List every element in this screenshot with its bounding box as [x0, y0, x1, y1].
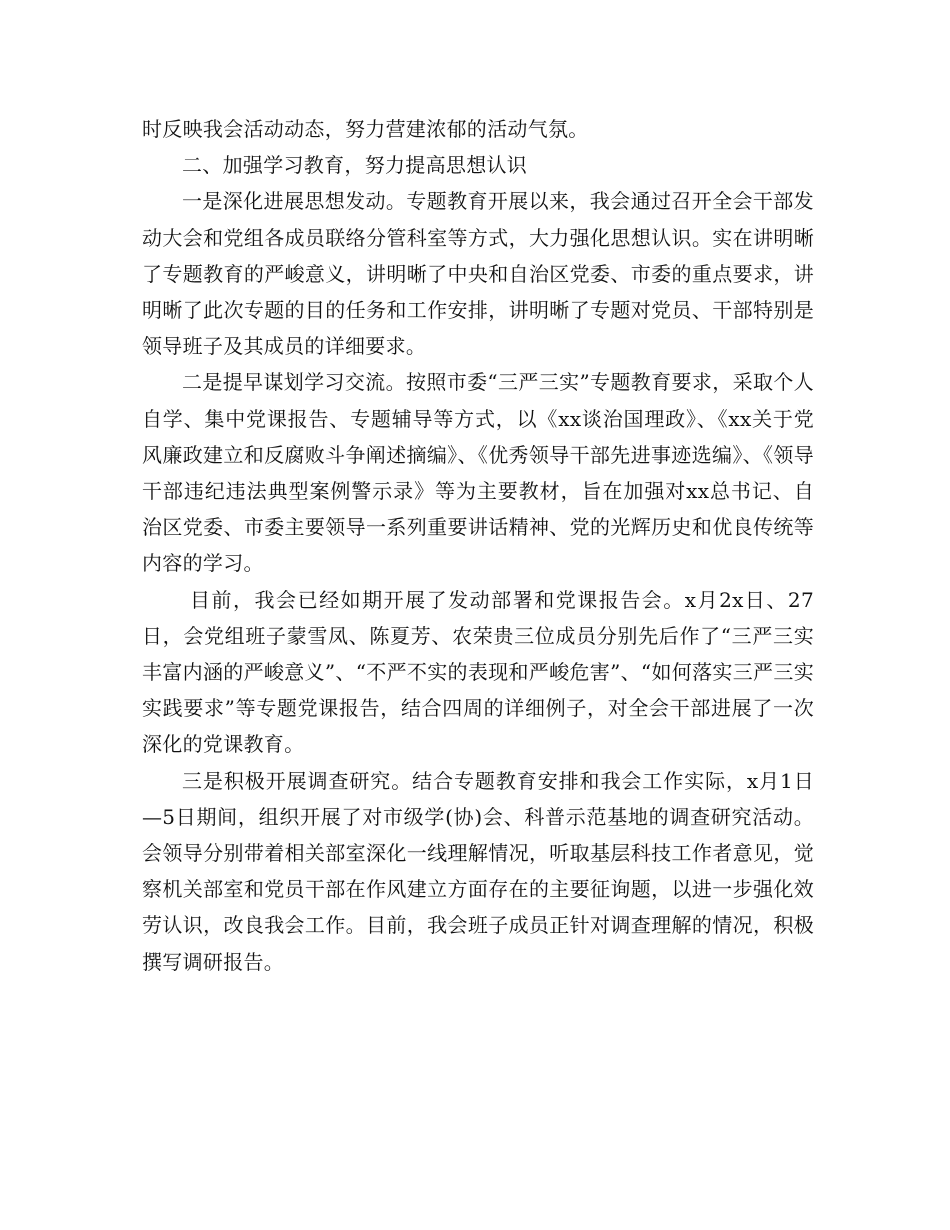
- section-heading: 二、加强学习教育，努力提高思想认识: [182, 153, 528, 178]
- document-body: [142, 111, 814, 980]
- paragraph-current-progress: 目前，我会已经如期开展了发动部署和党课报告会。x月2x日、27日，会党组班子蒙雪凤、陈夏芳、农荣贵三位成员分别先后作了“三严三实丰富内涵的严峻意义”、“不严不实的表现和严峻危害”、“如何落实三严三实实践要求”等专题党课报告，结合四周的详细例子，对全会干部进展了一次深化的党课教育。: [142, 587, 814, 757]
- paragraph-item-three: 三是积极开展调查研究。结合专题教育安排和我会工作实际，x月1日—5日期间，组织开展了对市级学(协)会、科普示范基地的调查研究活动。会领导分别带着相关部室深化一线理解情况，听取基层科技工作者意见，觉察机关部室和党员干部在作风建立方面存在的主要征询题，以进一步强化效劳认识，改良我会工作。目前，我会班子成员正针对调查理解的情况，积极撰写调研报告。: [142, 768, 814, 974]
- paragraph-item-one: 一是深化进展思想发动。专题教育开展以来，我会通过召开全会干部发动大会和党组各成员联络分管科室等方式，大力强化思想认识。实在讲明晰了专题教育的严峻意义，讲明晰了中央和自治区党委、市委的重点要求，讲明晰了此次专题的目的任务和工作安排，讲明晰了专题对党员、干部特别是领导班子及其成员的详细要求。: [142, 189, 814, 359]
- paragraph-continuation: 时反映我会活动动态，努力营建浓郁的活动气氛。: [142, 117, 589, 141]
- paragraph-item-two: 二是提早谋划学习交流。按照市委“三严三实”专题教育要求，采取个人自学、集中党课报告、专题辅导等方式，以《xx谈治国理政》、《xx关于党风廉政建立和反腐败斗争阐述摘编》、《优秀领导干部先进事迹选编》、《领导干部违纪违法典型案例警示录》等为主要教材，旨在加强对xx总书记、自治区党委、市委主要领导一系列重要讲话精神、党的光辉历史和优良传统等内容的学习。: [142, 370, 814, 576]
